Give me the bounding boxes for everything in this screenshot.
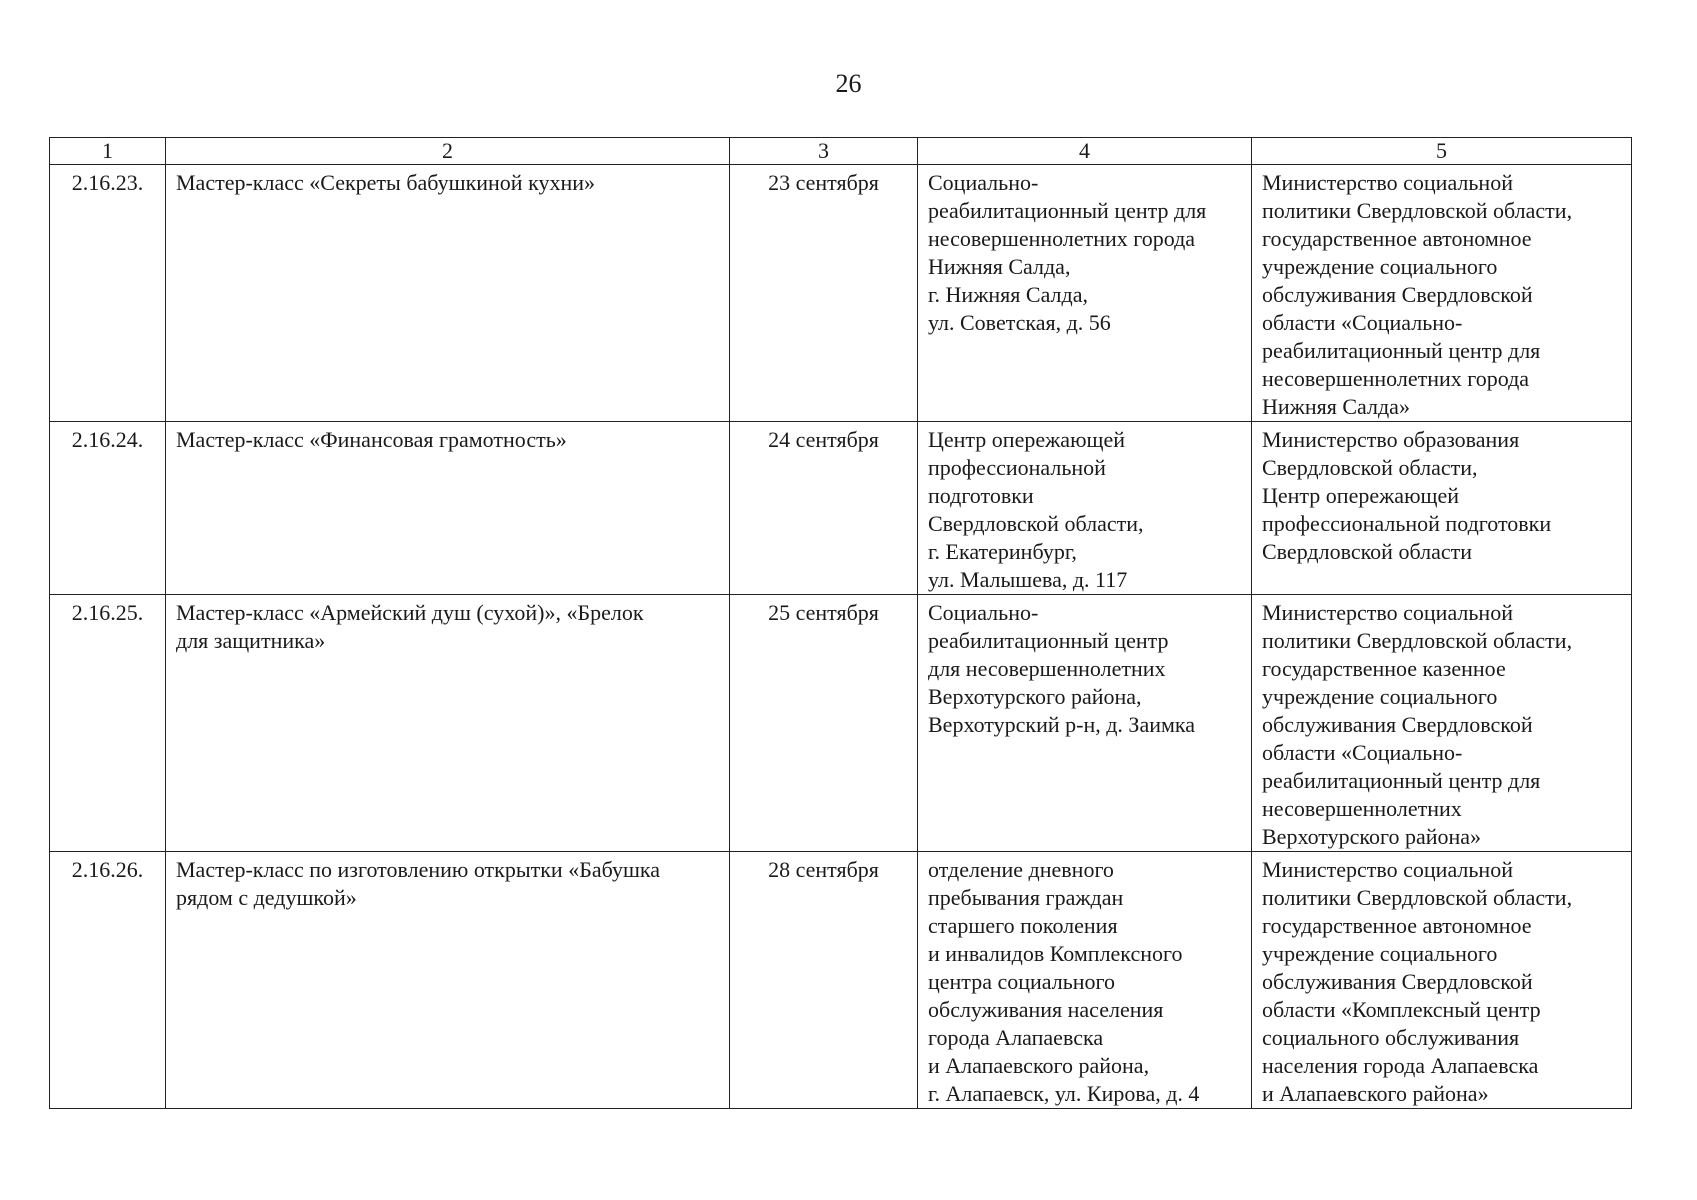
column-header: 2: [166, 138, 730, 165]
event-title: Мастер-класс по изготовлению открытки «Бабушка рядом с дедушкой»: [166, 852, 730, 1109]
table-header-row: [50, 138, 1632, 165]
event-location: отделение дневного пребывания граждан старшего поколения и инвалидов Комплексного центра социального обслуживания населения города Алапаевска и Алапаевского района, г. Алапаевск, ул. Кирова, д. 4: [918, 852, 1252, 1109]
table-row: [50, 595, 1632, 852]
column-header: 3: [730, 138, 918, 165]
item-number: 2.16.23.: [50, 165, 166, 422]
event-date: 24 сентября: [730, 422, 918, 595]
event-organizer: Министерство социальной политики Свердловской области, государственное автономное учреждение социального обслуживания Свердловской области «Комплексный центр социального обслуживания населения города Алапаевска и Алапаевского района»: [1252, 852, 1632, 1109]
event-title: Мастер-класс «Финансовая грамотность»: [166, 422, 730, 595]
column-header: 4: [918, 138, 1252, 165]
table-row: [50, 852, 1632, 1109]
table-row: [50, 422, 1632, 595]
event-date: 28 сентября: [730, 852, 918, 1109]
event-organizer: Министерство социальной политики Свердловской области, государственное казенное учреждение социального обслуживания Свердловской области «Социально- реабилитационный центр для несовершеннолетних Верхотурского района»: [1252, 595, 1632, 852]
event-date: 25 сентября: [730, 595, 918, 852]
event-title: Мастер-класс «Армейский душ (сухой)», «Брелок для защитника»: [166, 595, 730, 852]
column-header: 1: [50, 138, 166, 165]
table-row: [50, 165, 1632, 422]
event-date: 23 сентября: [730, 165, 918, 422]
event-location: Социально- реабилитационный центр для несовершеннолетних Верхотурского района, Верхотурский р-н, д. Заимка: [918, 595, 1252, 852]
events-table: [49, 137, 1632, 1109]
page-number: 26: [835, 69, 862, 98]
item-number: 2.16.24.: [50, 422, 166, 595]
event-title: Мастер-класс «Секреты бабушкиной кухни»: [166, 165, 730, 422]
event-organizer: Министерство социальной политики Свердловской области, государственное автономное учреждение социального обслуживания Свердловской области «Социально- реабилитационный центр для несовершеннолетних города Нижняя Салда»: [1252, 165, 1632, 422]
column-header: 5: [1252, 138, 1632, 165]
event-location: Центр опережающей профессиональной подготовки Свердловской области, г. Екатеринбург, ул. Малышева, д. 117: [918, 422, 1252, 595]
item-number: 2.16.25.: [50, 595, 166, 852]
event-location: Социально- реабилитационный центр для несовершеннолетних города Нижняя Салда, г. Нижняя Салда, ул. Советская, д. 56: [918, 165, 1252, 422]
event-organizer: Министерство образования Свердловской области, Центр опережающей профессиональной подготовки Свердловской области: [1252, 422, 1632, 595]
item-number: 2.16.26.: [50, 852, 166, 1109]
